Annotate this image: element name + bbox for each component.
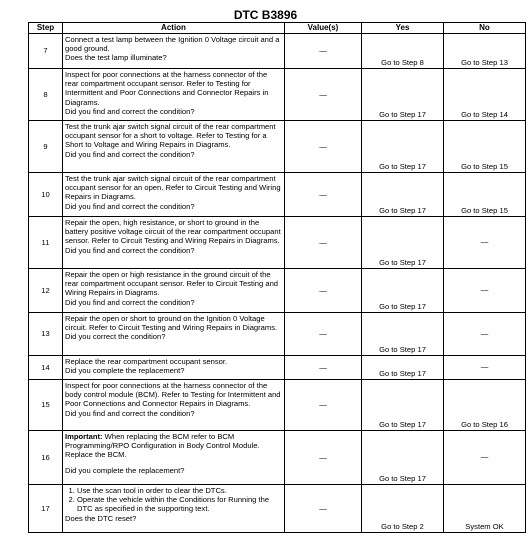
yes-cell: Go to Step 17 [362, 380, 444, 431]
table-row [29, 485, 526, 533]
step-number: 12 [29, 269, 63, 313]
step-number: 15 [29, 380, 63, 431]
action-text: Replace the BCM. [65, 450, 127, 460]
action-important-note [65, 432, 282, 450]
header-action: Action [63, 23, 285, 34]
yes-cell: Go to Step 2 [362, 485, 444, 533]
no-cell: Go to Step 13 [444, 34, 526, 69]
no-cell: Go to Step 16 [444, 380, 526, 431]
header-no: No [444, 23, 526, 34]
action-text: Replace the rear compartment occupant sensor. [65, 357, 228, 366]
step-number: 16 [29, 431, 63, 485]
list-item: 1. Use the scan tool in order to clear the DTCs. [77, 486, 282, 495]
no-cell: — [444, 313, 526, 356]
action-question: Did you find and correct the condition? [65, 149, 195, 159]
action-text: Test the trunk ajar switch signal circuit of the rear compartment occupant sensor for an open. Refer to Circuit Testing and Wiring Repairs in Diagrams. [65, 174, 281, 202]
action-text: Inspect for poor connections at the harness connector of the body control module (BCM). Refer to Testing for Intermittent and Poor Connections and Connector Repairs in Diagrams. [65, 381, 281, 409]
action-cell [63, 217, 285, 269]
action-question: Does the DTC reset? [65, 513, 137, 523]
no-cell: — [444, 431, 526, 485]
table-row [29, 380, 526, 431]
action-cell [63, 431, 285, 485]
step-number: 8 [29, 69, 63, 121]
step-number: 9 [29, 121, 63, 173]
action-cell [63, 34, 285, 69]
value-cell: — [285, 69, 362, 121]
action-text: Connect a test lamp between the Ignition 0 Voltage circuit and a good ground. [65, 35, 280, 54]
action-question: Did you find and correct the condition? [65, 106, 195, 116]
table-row [29, 34, 526, 69]
yes-cell: Go to Step 8 [362, 34, 444, 69]
action-text: Repair the open or short to ground on the Ignition 0 Voltage circuit. Refer to Circuit Testing and Wiring Repairs in Diagrams. [65, 314, 278, 333]
table-header-row [29, 23, 526, 34]
value-cell: — [285, 173, 362, 217]
value-cell: — [285, 269, 362, 313]
important-label: Important: [65, 432, 103, 441]
action-question: Did you find and correct the condition? [65, 245, 195, 255]
table-row [29, 356, 526, 380]
action-question: Did you find and correct the condition? [65, 408, 195, 418]
header-values: Value(s) [285, 23, 362, 34]
yes-cell: Go to Step 17 [362, 431, 444, 485]
step-number: 17 [29, 485, 63, 533]
table-row [29, 69, 526, 121]
yes-cell: Go to Step 17 [362, 313, 444, 356]
table-row [29, 431, 526, 485]
action-question: Did you complete the replacement? [65, 366, 185, 376]
value-cell: — [285, 356, 362, 380]
action-list [65, 486, 282, 514]
value-cell: — [285, 34, 362, 69]
header-step: Step [29, 23, 63, 34]
no-cell: — [444, 217, 526, 269]
action-cell [63, 173, 285, 217]
step-number: 11 [29, 217, 63, 269]
no-cell: Go to Step 15 [444, 121, 526, 173]
step-number: 10 [29, 173, 63, 217]
table-row [29, 173, 526, 217]
action-question: Did you find and correct the condition? [65, 201, 195, 211]
value-cell: — [285, 380, 362, 431]
action-cell [63, 121, 285, 173]
yes-cell: Go to Step 17 [362, 69, 444, 121]
step-number: 13 [29, 313, 63, 356]
action-question: Does the test lamp illuminate? [65, 53, 167, 63]
action-cell [63, 269, 285, 313]
action-cell [63, 485, 285, 533]
action-text: Test the trunk ajar switch signal circuit of the rear compartment occupant sensor for a short to voltage. Refer to Testing for a Short to Voltage and Wiring Repairs in Diagrams. [65, 122, 276, 150]
action-cell [63, 313, 285, 356]
yes-cell: Go to Step 17 [362, 356, 444, 380]
no-cell: — [444, 269, 526, 313]
action-cell [63, 69, 285, 121]
step-number: 7 [29, 34, 63, 69]
no-cell: Go to Step 15 [444, 173, 526, 217]
value-cell: — [285, 217, 362, 269]
important-text: When replacing the BCM refer to BCM Programming/RPO Configuration in Body Control Module. [65, 432, 260, 451]
yes-cell: Go to Step 17 [362, 269, 444, 313]
header-yes: Yes [362, 23, 444, 34]
no-cell: — [444, 356, 526, 380]
step-number: 14 [29, 356, 63, 380]
action-question: Did you correct the condition? [65, 332, 166, 342]
action-text: Repair the open, high resistance, or short to ground in the battery positive voltage circuit of the rear compartment occupant sensor. Refer to Circuit Testing and Wiring Repairs in Diagrams. [65, 218, 281, 246]
action-question: Did you complete the replacement? [65, 465, 185, 475]
no-cell: Go to Step 14 [444, 69, 526, 121]
action-cell [63, 356, 285, 380]
table-row [29, 313, 526, 356]
value-cell: — [285, 431, 362, 485]
diagnostic-table [28, 22, 526, 533]
page-title: DTC B3896 [233, 8, 298, 22]
list-item: 2. Operate the vehicle within the Conditions for Running the DTC as specified in the supporting text. [77, 495, 282, 513]
action-cell [63, 380, 285, 431]
no-cell: System OK [444, 485, 526, 533]
table-row [29, 217, 526, 269]
yes-cell: Go to Step 17 [362, 217, 444, 269]
value-cell: — [285, 121, 362, 173]
value-cell: — [285, 313, 362, 356]
table-row [29, 269, 526, 313]
yes-cell: Go to Step 17 [362, 121, 444, 173]
action-text: Repair the open or high resistance in the ground circuit of the rear compartment occupant sensor. Refer to Circuit Testing and Wiring Repairs in Diagrams. [65, 270, 279, 298]
action-text: Inspect for poor connections at the harness connector of the rear compartment occupant sensor. Refer to Testing for Intermittent and Poor Connections and Connector Repairs in Diagrams. [65, 70, 269, 107]
value-cell: — [285, 485, 362, 533]
table-row [29, 121, 526, 173]
yes-cell: Go to Step 17 [362, 173, 444, 217]
action-question: Did you find and correct the condition? [65, 297, 195, 307]
